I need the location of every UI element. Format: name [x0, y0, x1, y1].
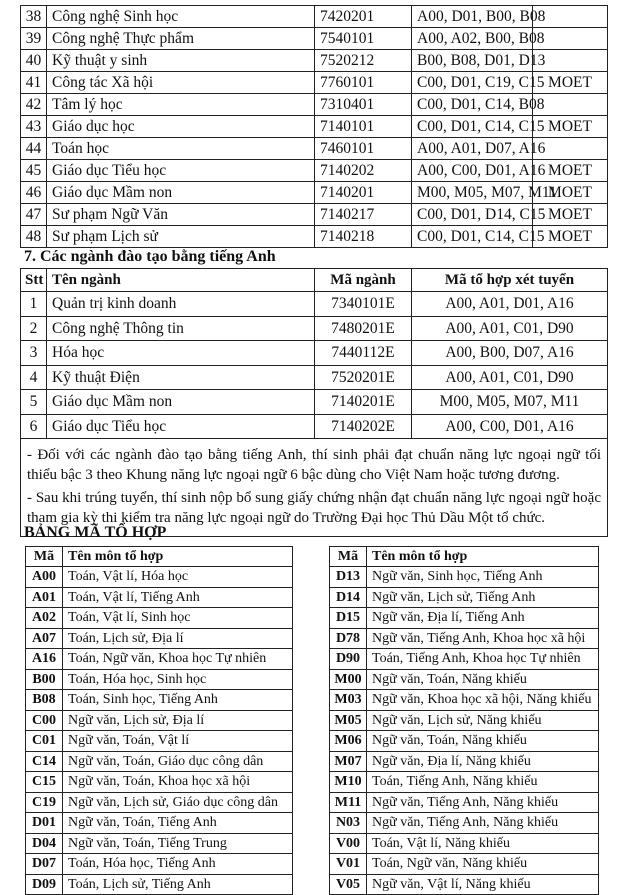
- combo-code: A16: [26, 649, 63, 670]
- combo-code: A00: [26, 567, 63, 588]
- major-stt: 48: [21, 226, 47, 248]
- english-major-name: Quản trị kinh doanh: [47, 292, 315, 317]
- english-major-combos: A00, A01, C01, D90: [412, 316, 608, 341]
- combo-subjects: Ngữ văn, Lịch sử, Địa lí: [63, 710, 293, 731]
- combo-row: [26, 710, 293, 731]
- combo-subjects: Ngữ văn, Lịch sử, Giáo dục công dân: [63, 792, 293, 813]
- combo-subjects: Toán, Hóa học, Sinh học: [63, 669, 293, 690]
- combo-row: [330, 854, 599, 875]
- combo-left-body: [26, 567, 293, 895]
- combo-row: [26, 608, 293, 629]
- english-major-combos: A00, A01, C01, D90: [412, 365, 608, 390]
- header-stt: Stt: [21, 269, 47, 292]
- combo-subjects: Ngữ văn, Toán, Vật lí: [63, 731, 293, 752]
- combo-code: M05: [330, 710, 367, 731]
- major-code: 7140218: [315, 226, 412, 248]
- english-major-combos: M00, M05, M07, M11: [412, 390, 608, 415]
- combo-right-body: [330, 567, 599, 895]
- major-stt: 41: [21, 72, 47, 94]
- combo-row: [330, 628, 599, 649]
- header-name: Tên ngành: [47, 269, 315, 292]
- combo-code: D07: [26, 854, 63, 875]
- major-name: Giáo dục học: [47, 116, 315, 138]
- major-row: [21, 94, 608, 116]
- combo-code: C15: [26, 772, 63, 793]
- combo-row: [26, 669, 293, 690]
- header-code: Mã ngành: [315, 269, 412, 292]
- major-name: Công nghệ Thực phẩm: [47, 28, 315, 50]
- english-major-name: Giáo dục Tiểu học: [47, 414, 315, 439]
- major-stt: 46: [21, 182, 47, 204]
- english-major-code: 7440112E: [315, 341, 412, 366]
- combo-subjects: Ngữ văn, Toán, Năng khiếu: [367, 669, 599, 690]
- english-major-code: 7520201E: [315, 365, 412, 390]
- major-row: [21, 72, 608, 94]
- combo-row: [26, 690, 293, 711]
- combo-code: A01: [26, 587, 63, 608]
- major-name: Sư phạm Ngữ Văn: [47, 204, 315, 226]
- combo-row: [26, 833, 293, 854]
- major-stt: 45: [21, 160, 47, 182]
- major-note: MOET: [533, 226, 608, 248]
- major-combos: C00, D01, C19, C15: [412, 72, 533, 94]
- combo-header-row: [26, 547, 293, 567]
- combo-code: D13: [330, 567, 367, 588]
- combo-subjects: Ngữ văn, Toán, Năng khiếu: [367, 731, 599, 752]
- combo-code: D15: [330, 608, 367, 629]
- english-major-code: 7480201E: [315, 316, 412, 341]
- combo-row: [26, 792, 293, 813]
- major-note: MOET: [533, 116, 608, 138]
- combo-subjects: Ngữ văn, Khoa học xã hội, Năng khiếu: [367, 690, 599, 711]
- combo-code: M07: [330, 751, 367, 772]
- combo-row: [26, 813, 293, 834]
- major-code: 7140202: [315, 160, 412, 182]
- combo-code: V00: [330, 833, 367, 854]
- major-combos: C00, D01, C14, B08: [412, 94, 533, 116]
- combo-row: [330, 874, 599, 895]
- major-combos: C00, D01, C14, C15: [412, 116, 533, 138]
- english-major-row: [21, 341, 608, 366]
- major-name: Tâm lý học: [47, 94, 315, 116]
- english-major-stt: 6: [21, 414, 47, 439]
- combo-row: [330, 587, 599, 608]
- english-major-row: [21, 414, 608, 439]
- combo-subjects: Ngữ văn, Toán, Tiếng Anh: [63, 813, 293, 834]
- combo-row: [330, 772, 599, 793]
- major-code: 7140217: [315, 204, 412, 226]
- major-code: 7310401: [315, 94, 412, 116]
- english-major-row: [21, 316, 608, 341]
- combo-header-row: [330, 547, 599, 567]
- header-combos: Mã tổ hợp xét tuyển: [412, 269, 608, 292]
- combo-row: [330, 690, 599, 711]
- major-code: 7420201: [315, 6, 412, 28]
- major-note: MOET: [533, 72, 608, 94]
- combo-row: [26, 587, 293, 608]
- major-stt: 47: [21, 204, 47, 226]
- major-row: [21, 226, 608, 248]
- combo-row: [330, 792, 599, 813]
- combo-row: [330, 710, 599, 731]
- major-row: [21, 138, 608, 160]
- major-row: [21, 160, 608, 182]
- english-major-row: [21, 292, 608, 317]
- english-major-stt: 1: [21, 292, 47, 317]
- combo-code: D78: [330, 628, 367, 649]
- combo-code: D14: [330, 587, 367, 608]
- combo-code: V01: [330, 854, 367, 875]
- major-row: [21, 182, 608, 204]
- english-major-combos: A00, A01, D01, A16: [412, 292, 608, 317]
- combo-row: [26, 628, 293, 649]
- major-name: Toán học: [47, 138, 315, 160]
- combo-row: [26, 731, 293, 752]
- combo-subjects: Ngữ văn, Toán, Khoa học xã hội: [63, 772, 293, 793]
- english-major-combos: A00, C00, D01, A16: [412, 414, 608, 439]
- combo-code: D04: [26, 833, 63, 854]
- combo-row: [330, 649, 599, 670]
- combo-subjects: Toán, Hóa học, Tiếng Anh: [63, 854, 293, 875]
- combo-subjects: Ngữ văn, Lịch sử, Năng khiếu: [367, 710, 599, 731]
- combo-code: V05: [330, 874, 367, 895]
- english-major-name: Công nghệ Thông tin: [47, 316, 315, 341]
- major-stt: 38: [21, 6, 47, 28]
- major-code: 7140101: [315, 116, 412, 138]
- section-7-title: 7. Các ngành đào tạo bằng tiếng Anh: [24, 248, 276, 265]
- combo-row: [26, 772, 293, 793]
- combo-code: M11: [330, 792, 367, 813]
- combo-subjects: Ngữ văn, Tiếng Anh, Khoa học xã hội: [367, 628, 599, 649]
- major-stt: 42: [21, 94, 47, 116]
- major-code: 7540101: [315, 28, 412, 50]
- english-major-stt: 4: [21, 365, 47, 390]
- major-name: Kỹ thuật y sinh: [47, 50, 315, 72]
- combo-row: [26, 649, 293, 670]
- english-majors-table: [20, 268, 608, 537]
- combo-table-left: [25, 546, 293, 895]
- english-major-row: [21, 365, 608, 390]
- combo-code: B00: [26, 669, 63, 690]
- combo-code: D90: [330, 649, 367, 670]
- combo-subjects: Toán, Vật lí, Sinh học: [63, 608, 293, 629]
- combo-subjects: Toán, Vật lí, Hóa học: [63, 567, 293, 588]
- english-major-name: Hóa học: [47, 341, 315, 366]
- major-combos: A00, A01, D07, A16: [412, 138, 533, 160]
- combo-subjects: Toán, Lịch sử, Tiếng Anh: [63, 874, 293, 895]
- combo-subjects: Ngữ văn, Tiếng Anh, Năng khiếu: [367, 813, 599, 834]
- major-combos: C00, D01, C14, C15: [412, 226, 533, 248]
- combo-subjects: Ngữ văn, Toán, Tiếng Trung: [63, 833, 293, 854]
- english-major-code: 7340101E: [315, 292, 412, 317]
- combo-code: B08: [26, 690, 63, 711]
- combo-subjects: Toán, Vật lí, Năng khiếu: [367, 833, 599, 854]
- combo-subjects: Toán, Tiếng Anh, Khoa học Tự nhiên: [367, 649, 599, 670]
- combo-subjects: Toán, Sinh học, Tiếng Anh: [63, 690, 293, 711]
- combo-header-code: Mã: [26, 547, 63, 567]
- majors-table: [20, 5, 608, 248]
- combo-header-name: Tên môn tổ hợp: [367, 547, 599, 567]
- combo-code: C01: [26, 731, 63, 752]
- note-2: - Sau khi trúng tuyển, thí sinh nộp bổ sung giấy chứng nhận đạt chuẩn năng lực ngoại ngữ hoặc tham gia kỳ thi kiểm tra năng lực ngoại ngữ do Trường Đại học Thủ Dầu Một tổ chức.: [27, 490, 601, 526]
- combo-subjects: Ngữ văn, Địa lí, Tiếng Anh: [367, 608, 599, 629]
- combo-subjects: Toán, Lịch sử, Địa lí: [63, 628, 293, 649]
- combo-subjects: Toán, Ngữ văn, Khoa học Tự nhiên: [63, 649, 293, 670]
- major-stt: 39: [21, 28, 47, 50]
- english-major-stt: 5: [21, 390, 47, 415]
- major-stt: 43: [21, 116, 47, 138]
- combo-row: [26, 854, 293, 875]
- major-combos: M00, M05, M07, M11: [412, 182, 533, 204]
- notes-row: [21, 439, 608, 537]
- major-row: [21, 50, 608, 72]
- combo-row: [330, 567, 599, 588]
- combo-code: M10: [330, 772, 367, 793]
- english-majors-body: [21, 292, 608, 439]
- major-stt: 44: [21, 138, 47, 160]
- major-row: [21, 204, 608, 226]
- major-stt: 40: [21, 50, 47, 72]
- english-major-name: Giáo dục Mầm non: [47, 390, 315, 415]
- english-major-code: 7140202E: [315, 414, 412, 439]
- combo-subjects: Ngữ văn, Tiếng Anh, Năng khiếu: [367, 792, 599, 813]
- combo-header-name: Tên môn tổ hợp: [63, 547, 293, 567]
- combo-code: D09: [26, 874, 63, 895]
- major-note: MOET: [533, 182, 608, 204]
- combo-code: M03: [330, 690, 367, 711]
- combo-subjects: Toán, Vật lí, Tiếng Anh: [63, 587, 293, 608]
- major-combos: C00, D01, D14, C15: [412, 204, 533, 226]
- major-name: Công nghệ Sinh học: [47, 6, 315, 28]
- combo-code: C00: [26, 710, 63, 731]
- major-combos: A00, C00, D01, A16: [412, 160, 533, 182]
- combo-row: [330, 813, 599, 834]
- combo-row: [330, 833, 599, 854]
- major-combos: A00, A02, B00, B08: [412, 28, 533, 50]
- combo-table-right: [329, 546, 599, 895]
- note-1: - Đối với các ngành đào tạo bằng tiếng Anh, thí sinh phải đạt chuẩn năng lực ngoại ngữ tối thiểu bậc 3 theo Khung năng lực ngoại ngữ 6 bậc dùng cho Việt Nam hoặc tương đương.: [27, 447, 601, 483]
- combo-row: [330, 669, 599, 690]
- combo-code: C19: [26, 792, 63, 813]
- combo-code: A02: [26, 608, 63, 629]
- combo-subjects: Ngữ văn, Vật lí, Năng khiếu: [367, 874, 599, 895]
- major-name: Công tác Xã hội: [47, 72, 315, 94]
- combo-row: [26, 567, 293, 588]
- combo-subjects: Ngữ văn, Địa lí, Năng khiếu: [367, 751, 599, 772]
- english-majors-header-row: [21, 269, 608, 292]
- english-major-code: 7140201E: [315, 390, 412, 415]
- combo-row: [330, 751, 599, 772]
- combo-row: [26, 751, 293, 772]
- combo-row: [330, 731, 599, 752]
- english-major-stt: 3: [21, 341, 47, 366]
- combo-row: [330, 608, 599, 629]
- major-combos: B00, B08, D01, D13: [412, 50, 533, 72]
- english-major-row: [21, 390, 608, 415]
- combo-code: M06: [330, 731, 367, 752]
- english-major-combos: A00, B00, D07, A16: [412, 341, 608, 366]
- major-row: [21, 116, 608, 138]
- major-code: 7760101: [315, 72, 412, 94]
- combo-code: D01: [26, 813, 63, 834]
- combo-code: N03: [330, 813, 367, 834]
- english-major-name: Kỹ thuật Điện: [47, 365, 315, 390]
- major-name: Giáo dục Mầm non: [47, 182, 315, 204]
- combo-subjects: Toán, Tiếng Anh, Năng khiếu: [367, 772, 599, 793]
- combo-subjects: Ngữ văn, Toán, Giáo dục công dân: [63, 751, 293, 772]
- combo-header-code: Mã: [330, 547, 367, 567]
- combo-row: [26, 874, 293, 895]
- combo-table-title: BẢNG MÃ TỔ HỢP: [24, 524, 167, 541]
- major-combos: A00, D01, B00, B08: [412, 6, 533, 28]
- combo-code: M00: [330, 669, 367, 690]
- major-name: Giáo dục Tiểu học: [47, 160, 315, 182]
- combo-subjects: Ngữ văn, Lịch sử, Tiếng Anh: [367, 587, 599, 608]
- major-note: MOET: [533, 204, 608, 226]
- major-row: [21, 6, 608, 28]
- major-note: MOET: [533, 160, 608, 182]
- major-code: 7140201: [315, 182, 412, 204]
- major-code: 7460101: [315, 138, 412, 160]
- majors-table-body: [21, 6, 608, 248]
- combo-subjects: Ngữ văn, Sinh học, Tiếng Anh: [367, 567, 599, 588]
- major-row: [21, 28, 608, 50]
- major-name: Sư phạm Lịch sử: [47, 226, 315, 248]
- combo-code: C14: [26, 751, 63, 772]
- major-code: 7520212: [315, 50, 412, 72]
- notes-cell: [21, 439, 608, 537]
- combo-subjects: Toán, Ngữ văn, Năng khiếu: [367, 854, 599, 875]
- english-major-stt: 2: [21, 316, 47, 341]
- combo-code: A07: [26, 628, 63, 649]
